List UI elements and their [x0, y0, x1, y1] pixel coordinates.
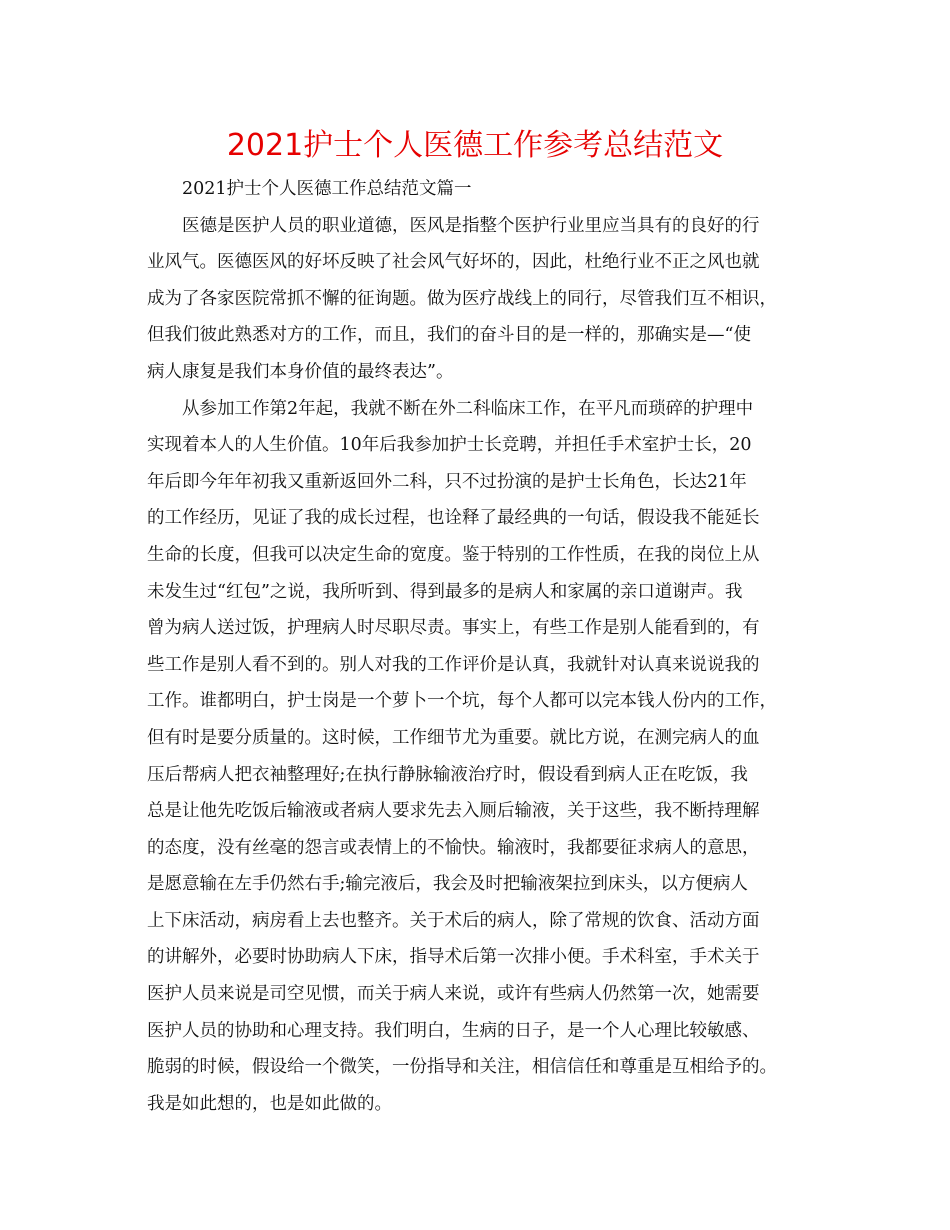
paragraph-line: 工作。谁都明白，护士岗是一个萝卜一个坑，每个人都可以完本钱人份内的工作， [147, 691, 777, 712]
paragraph-line: 病人康复是我们本身价值的最终表达”。 [147, 361, 454, 382]
paragraph-line: 医德是医护人员的职业道德，医风是指整个医护行业里应当具有的良好的行 [182, 215, 760, 236]
page-title: 2021护士个人医德工作参考总结范文 [226, 128, 724, 163]
paragraph-line: 年后即今年年初我又重新返回外二科，只不过扮演的是护士长角色，长达21年 [147, 471, 747, 492]
paragraph-line: 的态度，没有丝毫的怨言或表情上的不愉快。输液时，我都要征求病人的意思， [147, 837, 760, 858]
paragraph-line: 业风气。医德医风的好坏反映了社会风气好坏的，因此，杜绝行业不正之风也就 [147, 252, 760, 273]
paragraph-line: 成为了各家医院常抓不懈的征询题。做为医疗战线上的同行，尽管我们互不相识， [147, 288, 777, 309]
paragraph-line: 医护人员的协助和心理支持。我们明白，生病的日子，是一个人心理比较敏感、 [147, 1020, 760, 1041]
paragraph-line: 总是让他先吃饭后输液或者病人要求先去入厕后输液，关于这些，我不断持理解 [147, 801, 760, 822]
paragraph-line: 但我们彼此熟悉对方的工作，而且，我们的奋斗目的是一样的，那确实是—“使 [147, 325, 751, 346]
paragraph-line: 实现着本人的人生价值。10年后我参加护士长竞聘，并担任手术室护士长，20 [147, 435, 752, 456]
document-body [147, 171, 807, 1122]
paragraph-line: 医护人员来说是司空见惯，而关于病人来说，或许有些病人仍然第一次，她需要 [147, 984, 760, 1005]
paragraph-line: 压后帮病人把衣袖整理好;在执行静脉输液治疗时，假设看到病人正在吃饭，我 [147, 764, 748, 785]
paragraph-line: 的讲解外，必要时协助病人下床，指导术后第一次排小便。手术科室，手术关于 [147, 947, 760, 968]
paragraph-line: 曾为病人送过饭，护理病人时尽职尽责。事实上，有些工作是别人能看到的，有 [147, 618, 760, 639]
paragraph-line: 的工作经历，见证了我的成长过程，也诠释了最经典的一句话，假设我不能延长 [147, 508, 760, 529]
paragraph-line: 从参加工作第2年起，我就不断在外二科临床工作，在平凡而琐碎的护理中 [182, 398, 754, 419]
section-subtitle: 2021护士个人医德工作总结范文篇一 [182, 179, 472, 199]
paragraph-line: 但有时是要分质量的。这时候，工作细节尤为重要。就比方说，在测完病人的血 [147, 727, 760, 748]
paragraph-line: 脆弱的时候，假设给一个微笑，一份指导和关注，相信信任和尊重是互相给予的。 [147, 1057, 777, 1078]
paragraph-line: 生命的长度，但我可以决定生命的宽度。鉴于特别的工作性质，在我的岗位上从 [147, 544, 760, 565]
paragraph-line: 些工作是别人看不到的。别人对我的工作评价是认真，我就针对认真来说说我的 [147, 654, 760, 675]
paragraph-line: 我是如此想的，也是如此做的。 [147, 1093, 392, 1114]
paragraph-line: 上下床活动，病房看上去也整齐。关于术后的病人，除了常规的饮食、活动方面 [147, 910, 760, 931]
paragraph-line: 未发生过“红包”之说，我所听到、得到最多的是病人和家属的亲口道谢声。我 [147, 581, 743, 602]
paragraph-line: 是愿意输在左手仍然右手;输完液后，我会及时把输液架拉到床头，以方便病人 [147, 874, 748, 895]
